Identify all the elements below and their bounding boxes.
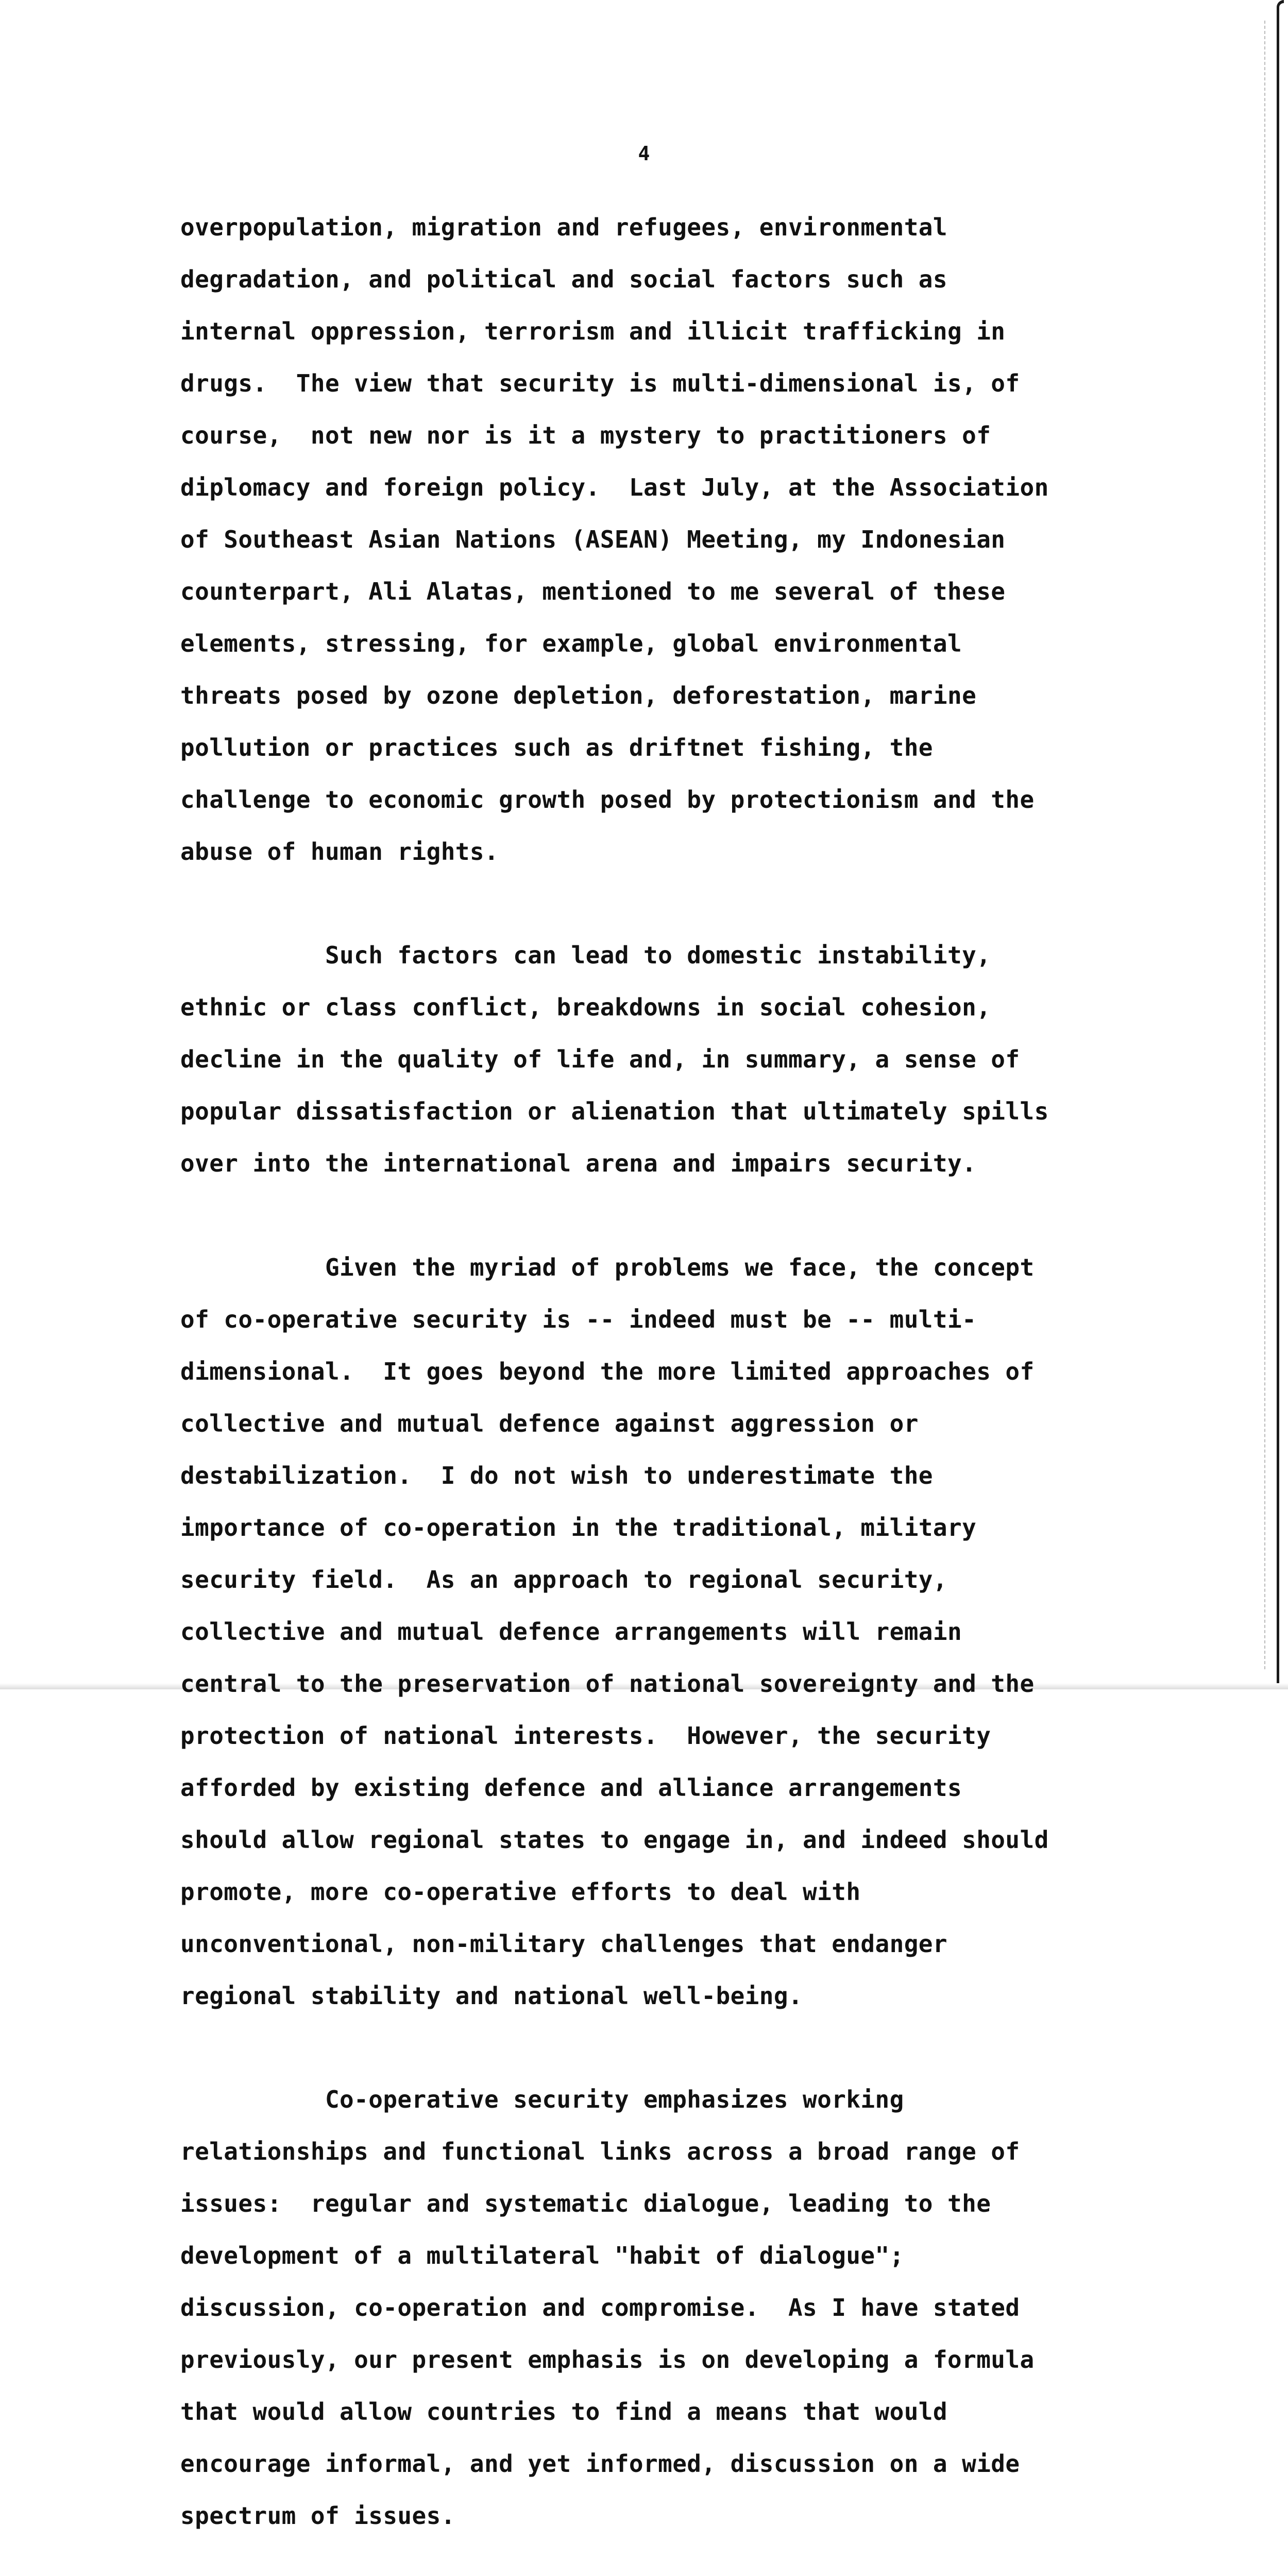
- text-line: Co-operative security emphasizes working: [180, 2086, 904, 2113]
- text-line: challenge to economic growth posed by protectionism and the: [180, 785, 1035, 814]
- text-line: of co-operative security is -- indeed must be -- multi-: [180, 1305, 977, 1333]
- text-line: regional stability and national well-being.: [180, 1981, 803, 2010]
- scan-page-edge: [1277, 0, 1284, 1689]
- text-line: drugs. The view that security is multi-dimensional is, of: [180, 369, 1020, 397]
- paragraph-3: [180, 1228, 1242, 2035]
- text-line: should allow regional states to engage in, and indeed should: [180, 1825, 1049, 1854]
- text-line: dimensional. It goes beyond the more limited approaches of: [180, 1357, 1035, 1385]
- text-line: issues: regular and systematic dialogue, leading to the: [180, 2190, 991, 2217]
- text-line: destabilization. I do not wish to underestimate the: [180, 1461, 933, 1489]
- text-line: afforded by existing defence and alliance arrangements: [180, 1773, 962, 1802]
- text-line: of Southeast Asian Nations (ASEAN) Meeting, my Indonesian: [180, 525, 1006, 553]
- text-line: Given the myriad of problems we face, the concept: [180, 1253, 1035, 1281]
- text-line: promote, more co-operative efforts to deal with: [180, 1877, 861, 1906]
- text-line: Such factors can lead to domestic instability,: [180, 941, 991, 969]
- text-line: encourage informal, and yet informed, discussion on a wide: [180, 2450, 1020, 2478]
- paragraph-4: [180, 2061, 1242, 2555]
- text-line: popular dissatisfaction or alienation that ultimately spills: [180, 1097, 1049, 1125]
- text-line: counterpart, Ali Alatas, mentioned to me several of these: [180, 577, 1006, 605]
- text-line: previously, our present emphasis is on developing a formula: [180, 2346, 1035, 2374]
- text-line: threats posed by ozone depletion, deforestation, marine: [180, 681, 977, 709]
- paragraph-1: [180, 188, 1242, 891]
- text-line: ethnic or class conflict, breakdowns in social cohesion,: [180, 993, 991, 1021]
- text-line: internal oppression, terrorism and illicit trafficking in: [180, 317, 1006, 345]
- text-line: spectrum of issues.: [180, 2502, 455, 2530]
- text-line: protection of national interests. However, the security: [180, 1721, 991, 1750]
- text-line: discussion, co-operation and compromise. As I have stated: [180, 2294, 1020, 2321]
- text-line: decline in the quality of life and, in summary, a sense of: [180, 1045, 1020, 1073]
- text-line: pollution or practices such as driftnet fishing, the: [180, 733, 933, 761]
- text-line: over into the international arena and impairs security.: [180, 1149, 977, 1177]
- text-line: central to the preservation of national sovereignty and the: [180, 1669, 1035, 1698]
- text-line: unconventional, non-military challenges that endanger: [180, 1929, 947, 1958]
- text-line: degradation, and political and social factors such as: [180, 265, 947, 293]
- paragraph-2: [180, 917, 1242, 1203]
- scan-edge-artifact: [1264, 21, 1267, 1669]
- text-line: abuse of human rights.: [180, 837, 499, 866]
- text-line: diplomacy and foreign policy. Last July, at the Association: [180, 473, 1049, 501]
- text-line: collective and mutual defence against aggression or: [180, 1409, 919, 1437]
- text-line: relationships and functional links across a broad range of: [180, 2138, 1020, 2165]
- page-number: 4: [638, 142, 650, 165]
- text-line: importance of co-operation in the traditional, military: [180, 1513, 977, 1541]
- text-line: security field. As an approach to regional security,: [180, 1565, 947, 1594]
- text-line: development of a multilateral "habit of dialogue";: [180, 2242, 904, 2269]
- text-line: collective and mutual defence arrangements will remain: [180, 1617, 962, 1646]
- text-line: course, not new nor is it a mystery to practitioners of: [180, 421, 991, 449]
- document-body: [180, 188, 1242, 2576]
- text-line: that would allow countries to find a means that would: [180, 2398, 947, 2426]
- text-line: overpopulation, migration and refugees, environmental: [180, 213, 947, 241]
- text-line: elements, stressing, for example, global environmental: [180, 629, 962, 657]
